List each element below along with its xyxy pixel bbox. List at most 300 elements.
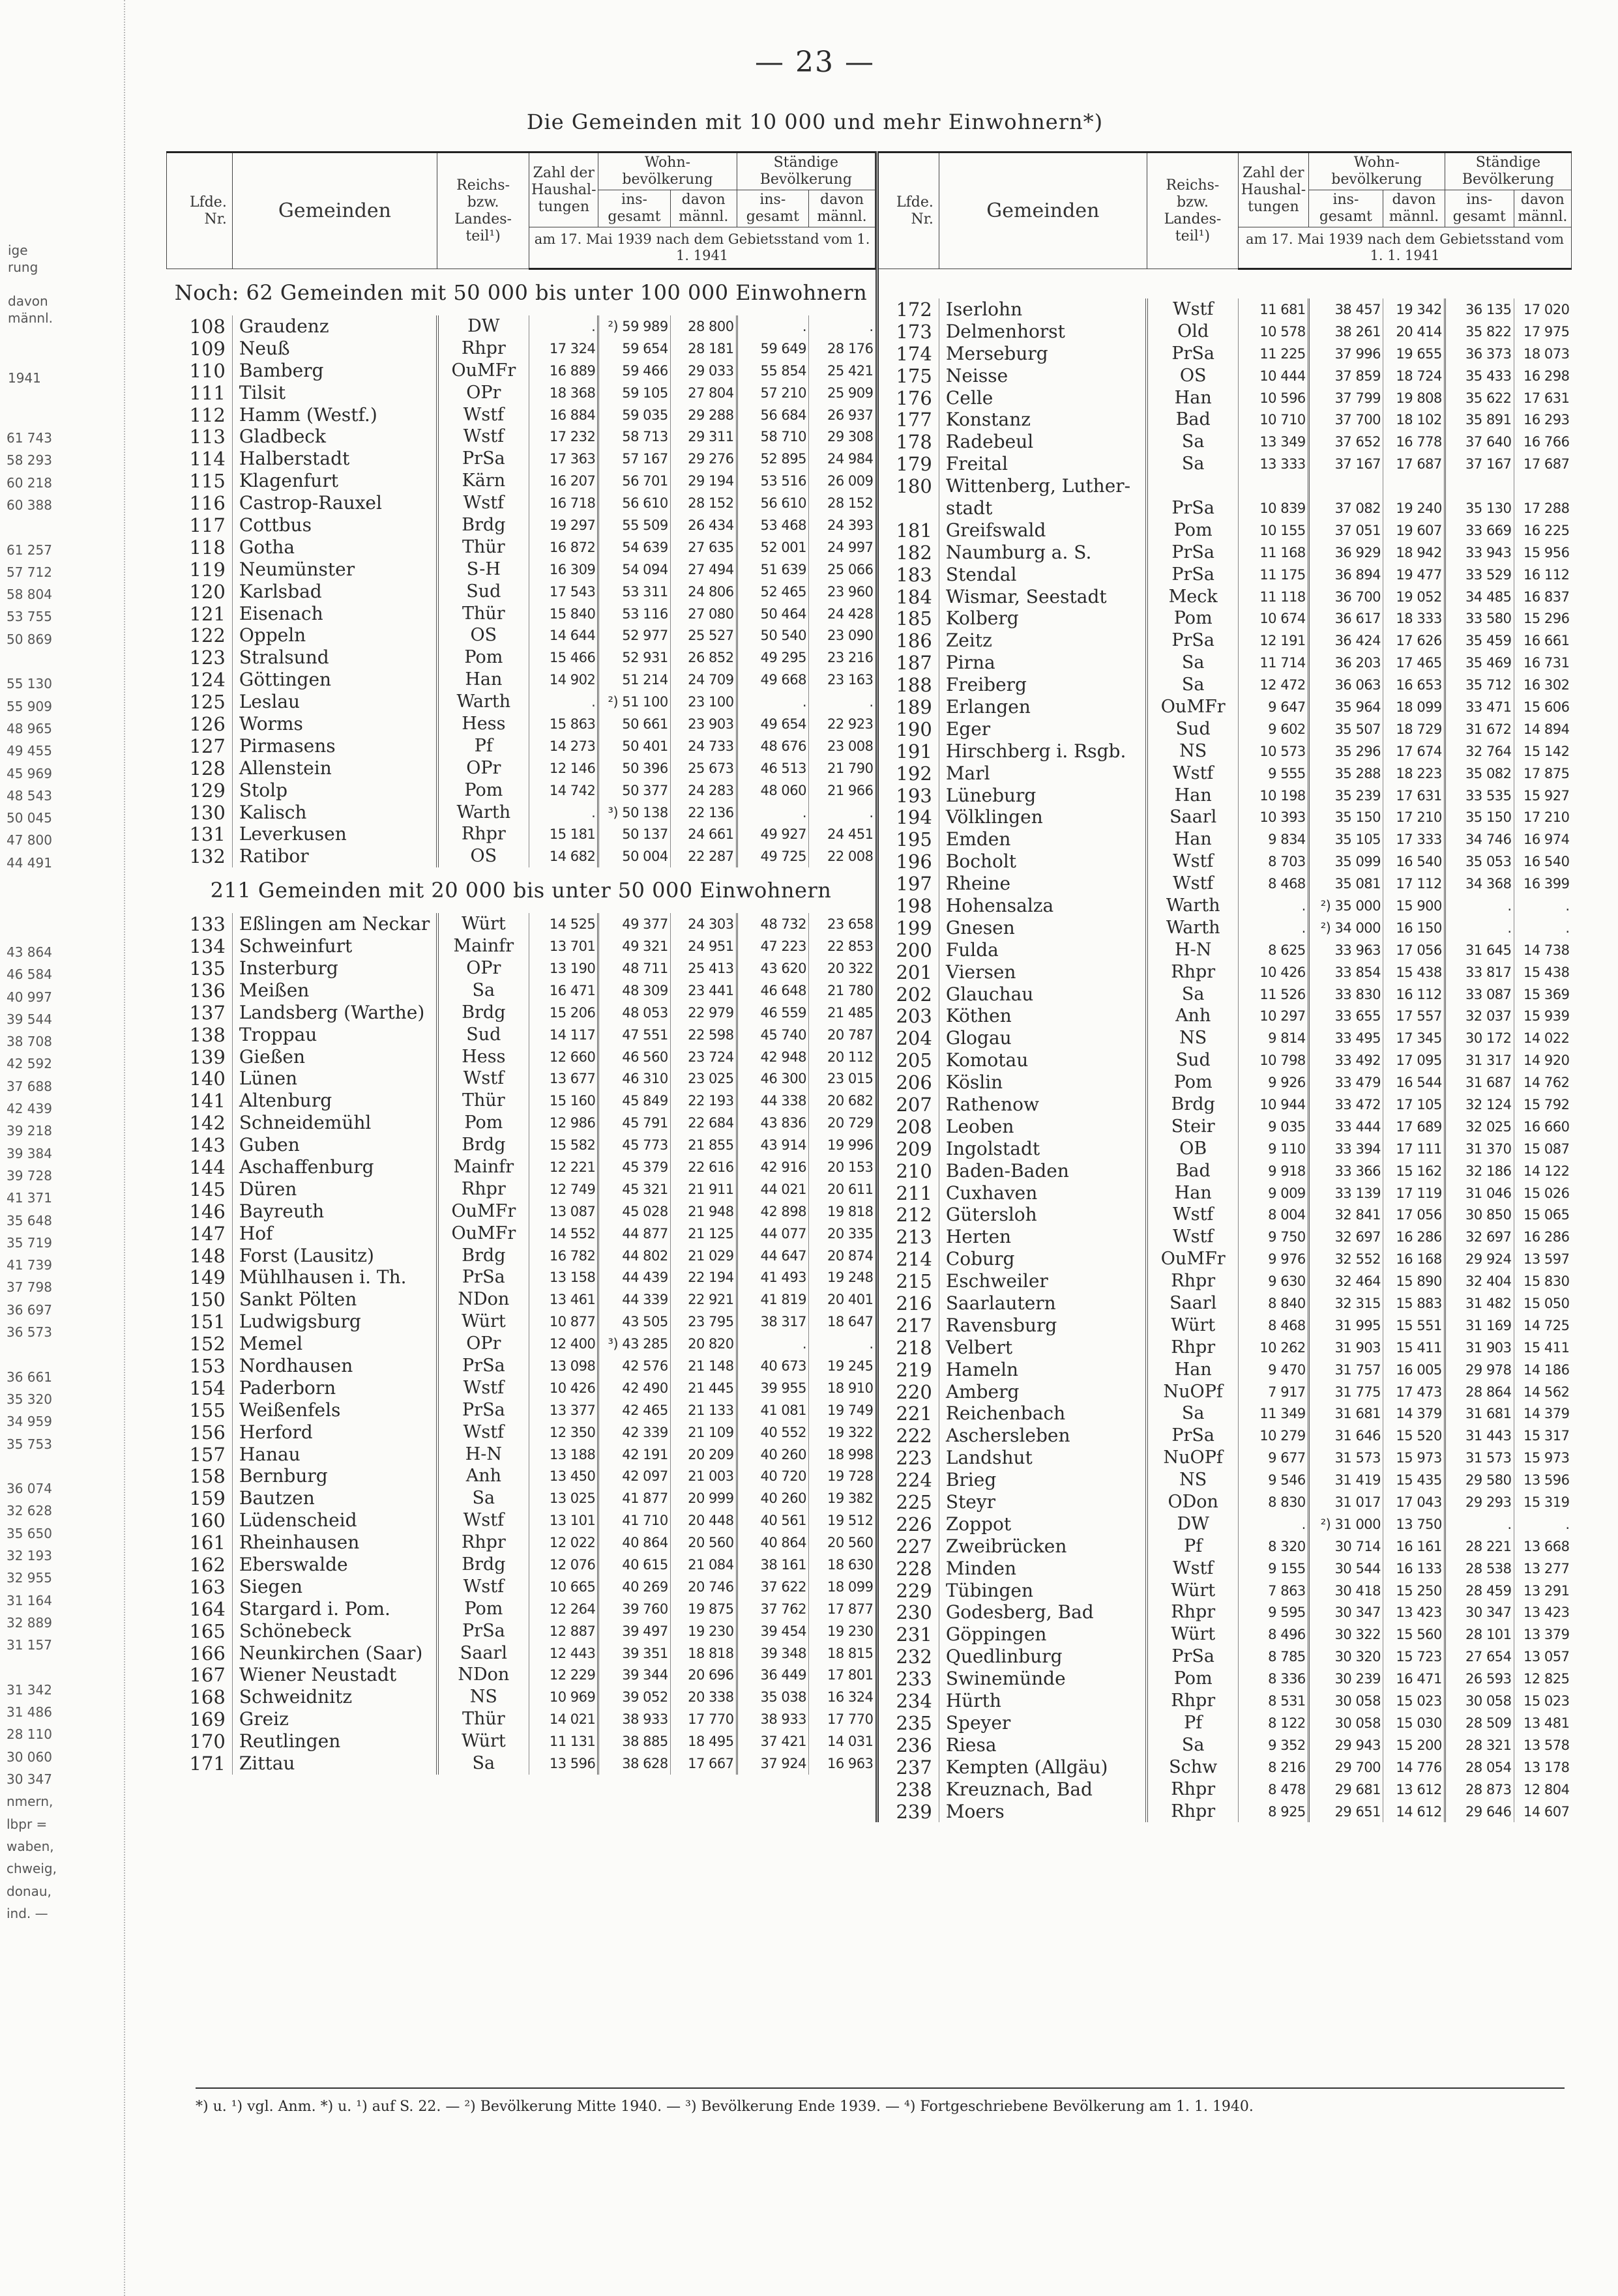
permanent-male: 26 009 bbox=[809, 470, 875, 492]
resident-male: 19 808 bbox=[1383, 387, 1445, 409]
resident-male: 29 194 bbox=[670, 470, 737, 492]
table-row bbox=[877, 1425, 1572, 1447]
municipality-name: Hanau bbox=[232, 1444, 437, 1466]
permanent-male: 23 015 bbox=[809, 1068, 875, 1090]
households: 7 863 bbox=[1239, 1580, 1309, 1602]
table-row bbox=[877, 1690, 1572, 1712]
municipality-name: Eschweiler bbox=[939, 1270, 1147, 1292]
permanent-total: 49 927 bbox=[737, 823, 808, 845]
municipality-name: Leoben bbox=[939, 1116, 1147, 1138]
permanent-male: 13 291 bbox=[1514, 1580, 1571, 1602]
table-row bbox=[167, 581, 875, 603]
permanent-total: 33 535 bbox=[1445, 785, 1514, 807]
resident-total: 45 773 bbox=[598, 1134, 670, 1156]
resident-male: 15 900 bbox=[1383, 895, 1445, 917]
permanent-total: 33 817 bbox=[1445, 961, 1514, 983]
resident-male: 17 095 bbox=[1383, 1049, 1445, 1071]
resident-total: 30 347 bbox=[1308, 1602, 1383, 1624]
municipality-name: Rathenow bbox=[939, 1094, 1147, 1116]
permanent-total: . bbox=[1445, 1513, 1514, 1535]
margin-year: 1941 bbox=[8, 370, 41, 386]
table-row bbox=[167, 514, 875, 536]
resident-total: ³) 43 285 bbox=[598, 1333, 670, 1355]
table-row bbox=[877, 343, 1572, 365]
permanent-male: 26 937 bbox=[809, 404, 875, 426]
margin-value: 35 650 bbox=[7, 1525, 52, 1541]
permanent-total: 41 493 bbox=[737, 1267, 808, 1289]
households: 12 350 bbox=[529, 1421, 598, 1444]
region-code: H-N bbox=[1147, 939, 1238, 961]
municipality-name: Düren bbox=[232, 1178, 437, 1200]
row-number: 130 bbox=[189, 801, 226, 824]
region-code: S-H bbox=[437, 559, 529, 581]
resident-total: 54 639 bbox=[598, 536, 670, 559]
permanent-male: 24 428 bbox=[809, 603, 875, 625]
region-code: Rhpr bbox=[437, 338, 529, 360]
resident-total: 33 495 bbox=[1308, 1027, 1383, 1049]
margin-value: 31 342 bbox=[7, 1681, 52, 1698]
region-code: Sa bbox=[437, 980, 529, 1002]
permanent-total: 34 368 bbox=[1445, 873, 1514, 895]
permanent-male: 29 308 bbox=[809, 426, 875, 448]
region-code: PrSa bbox=[1147, 630, 1238, 652]
households: 10 444 bbox=[1239, 365, 1309, 387]
region-code: NS bbox=[1147, 1027, 1238, 1049]
row-number: 139 bbox=[189, 1045, 226, 1068]
resident-total: 44 439 bbox=[598, 1267, 670, 1289]
municipality-name: Herford bbox=[232, 1421, 437, 1444]
region-code: Wstf bbox=[437, 492, 529, 514]
households: 13 025 bbox=[529, 1487, 598, 1509]
permanent-male: 16 399 bbox=[1514, 873, 1571, 895]
permanent-male: 19 512 bbox=[809, 1509, 875, 1532]
permanent-total: 32 764 bbox=[1445, 740, 1514, 763]
resident-total: 36 203 bbox=[1308, 652, 1383, 674]
region-code: Han bbox=[1147, 785, 1238, 807]
municipality-name: Lünen bbox=[232, 1068, 437, 1090]
households: 8 004 bbox=[1239, 1204, 1309, 1227]
municipality-name: Rheine bbox=[939, 873, 1147, 895]
permanent-total: 57 210 bbox=[737, 382, 808, 404]
row-number: 175 bbox=[896, 364, 932, 387]
resident-total: 50 377 bbox=[598, 779, 670, 802]
permanent-male: 19 728 bbox=[809, 1466, 875, 1488]
region-code: Wstf bbox=[1147, 763, 1238, 785]
table-row bbox=[167, 404, 875, 426]
header-wohnbevoelkerung: Wohn- bevölkerung bbox=[1308, 153, 1445, 190]
resident-male: 22 616 bbox=[670, 1156, 737, 1178]
municipality-name: Sankt Pölten bbox=[232, 1288, 437, 1311]
row-number: 225 bbox=[896, 1491, 932, 1513]
region-code: Wstf bbox=[437, 1576, 529, 1598]
table-row bbox=[877, 298, 1572, 321]
table-row bbox=[167, 1200, 875, 1223]
table-row bbox=[167, 779, 875, 802]
row-number: 135 bbox=[189, 957, 226, 980]
municipality-name: Reichenbach bbox=[939, 1403, 1147, 1425]
row-number: 235 bbox=[896, 1712, 932, 1734]
resident-total: 30 320 bbox=[1308, 1646, 1383, 1668]
permanent-total: 33 943 bbox=[1445, 542, 1514, 564]
resident-male: 15 200 bbox=[1383, 1734, 1445, 1756]
municipality-name: Freiberg bbox=[939, 674, 1147, 696]
resident-male: 17 631 bbox=[1383, 785, 1445, 807]
resident-male: 28 800 bbox=[670, 315, 737, 338]
region-code: NDon bbox=[437, 1664, 529, 1687]
table-row bbox=[877, 785, 1572, 807]
resident-total: 29 681 bbox=[1308, 1779, 1383, 1801]
resident-total: 30 239 bbox=[1308, 1668, 1383, 1690]
resident-male: 15 883 bbox=[1383, 1292, 1445, 1315]
municipality-name: Neuß bbox=[232, 338, 437, 360]
row-number: 162 bbox=[189, 1554, 226, 1576]
permanent-male: 12 804 bbox=[1514, 1779, 1571, 1801]
row-number: 204 bbox=[896, 1027, 932, 1050]
row-number: 129 bbox=[189, 779, 226, 802]
municipality-name: Coburg bbox=[939, 1248, 1147, 1270]
permanent-total: 37 924 bbox=[737, 1752, 808, 1775]
households: 10 198 bbox=[1239, 785, 1309, 807]
permanent-male: 19 382 bbox=[809, 1487, 875, 1509]
municipality-name: Stargard i. Pom. bbox=[232, 1598, 437, 1620]
households: 13 701 bbox=[529, 935, 598, 957]
resident-total: ³) 50 138 bbox=[598, 802, 670, 824]
permanent-total: 56 610 bbox=[737, 492, 808, 514]
households: 9 602 bbox=[1239, 718, 1309, 740]
households: 11 225 bbox=[1239, 343, 1309, 365]
table-row bbox=[167, 1554, 875, 1576]
households: 9 976 bbox=[1239, 1248, 1309, 1270]
margin-value: 37 688 bbox=[7, 1078, 52, 1094]
margin-value: 32 193 bbox=[7, 1548, 52, 1563]
region-code: Han bbox=[437, 669, 529, 691]
resident-male: 27 804 bbox=[670, 382, 737, 404]
region-code: OuMFr bbox=[437, 1223, 529, 1245]
table-row bbox=[167, 647, 875, 669]
permanent-male: 23 008 bbox=[809, 735, 875, 757]
table-row bbox=[877, 630, 1572, 652]
table-row bbox=[167, 802, 875, 824]
row-number: 230 bbox=[896, 1601, 932, 1624]
header-haushaltungen: Zahl der Haushal- tungen bbox=[1239, 153, 1309, 227]
permanent-total: 31 482 bbox=[1445, 1292, 1514, 1315]
permanent-male: . bbox=[1514, 1513, 1571, 1535]
households: 9 814 bbox=[1239, 1027, 1309, 1049]
resident-male: 19 655 bbox=[1383, 343, 1445, 365]
table-row bbox=[167, 1311, 875, 1333]
row-number: 155 bbox=[189, 1399, 226, 1421]
municipality-name: Glauchau bbox=[939, 983, 1147, 1006]
row-number: 200 bbox=[896, 938, 932, 961]
households: 12 749 bbox=[529, 1178, 598, 1200]
permanent-male: 13 423 bbox=[1514, 1602, 1571, 1624]
resident-total: 36 424 bbox=[1308, 630, 1383, 652]
row-number: 180 bbox=[896, 475, 932, 498]
row-number: 109 bbox=[189, 337, 226, 360]
table-row bbox=[877, 740, 1572, 763]
resident-male: 22 598 bbox=[670, 1024, 737, 1046]
region-code: Pom bbox=[437, 779, 529, 802]
region-code: OuMFr bbox=[437, 360, 529, 382]
households: 10 969 bbox=[529, 1686, 598, 1708]
table-row bbox=[167, 935, 875, 957]
permanent-total: 35 150 bbox=[1445, 806, 1514, 828]
resident-total: 41 710 bbox=[598, 1509, 670, 1532]
permanent-male: 13 178 bbox=[1514, 1756, 1571, 1779]
resident-total: 59 035 bbox=[598, 404, 670, 426]
resident-male: 18 102 bbox=[1383, 409, 1445, 431]
permanent-male: 14 725 bbox=[1514, 1315, 1571, 1337]
permanent-male: 16 540 bbox=[1514, 850, 1571, 873]
margin-value: nmern, bbox=[7, 1794, 53, 1810]
resident-male: 17 105 bbox=[1383, 1094, 1445, 1116]
permanent-male: 15 973 bbox=[1514, 1447, 1571, 1469]
resident-total: 37 051 bbox=[1308, 519, 1383, 542]
permanent-male: 12 825 bbox=[1514, 1668, 1571, 1690]
margin-value: donau, bbox=[7, 1883, 51, 1899]
resident-male: 23 903 bbox=[670, 713, 737, 735]
row-number: 115 bbox=[189, 470, 226, 493]
municipality-name: Gladbeck bbox=[232, 426, 437, 448]
table-row bbox=[877, 1623, 1572, 1646]
households: 9 555 bbox=[1239, 763, 1309, 785]
municipality-name: Forst (Lausitz) bbox=[232, 1245, 437, 1267]
permanent-male: 17 975 bbox=[1514, 321, 1571, 343]
table-row bbox=[877, 365, 1572, 387]
row-number: 151 bbox=[189, 1311, 226, 1333]
municipality-name: Schweinfurt bbox=[232, 935, 437, 957]
households: 15 863 bbox=[529, 713, 598, 735]
region-code: Sa bbox=[437, 1752, 529, 1775]
households: 13 333 bbox=[1239, 453, 1309, 475]
resident-male: 28 152 bbox=[670, 492, 737, 514]
permanent-male: . bbox=[809, 691, 875, 713]
table-row bbox=[167, 559, 875, 581]
permanent-male: 18 073 bbox=[1514, 343, 1571, 365]
municipality-name: Rheinhausen bbox=[232, 1532, 437, 1554]
municipality-name: Wiener Neustadt bbox=[232, 1664, 437, 1687]
resident-total: 41 877 bbox=[598, 1487, 670, 1509]
table-row bbox=[877, 1491, 1572, 1513]
row-number: 128 bbox=[189, 757, 226, 779]
table-row bbox=[877, 917, 1572, 939]
table-row bbox=[167, 980, 875, 1002]
municipality-name: Halberstadt bbox=[232, 448, 437, 470]
margin-value: 46 584 bbox=[7, 966, 52, 983]
region-code: Old bbox=[1147, 321, 1238, 343]
row-number: 208 bbox=[896, 1115, 932, 1138]
households: 17 232 bbox=[529, 426, 598, 448]
permanent-total: 49 654 bbox=[737, 713, 808, 735]
resident-male: 17 465 bbox=[1383, 652, 1445, 674]
households: 10 279 bbox=[1239, 1425, 1309, 1447]
municipality-name: Marl bbox=[939, 763, 1147, 785]
permanent-total: 35 130 bbox=[1445, 497, 1514, 519]
permanent-male: 24 451 bbox=[809, 823, 875, 845]
row-number: 120 bbox=[189, 580, 226, 603]
households: 9 926 bbox=[1239, 1071, 1309, 1094]
municipality-name: Eisenach bbox=[232, 603, 437, 625]
table-row bbox=[877, 1160, 1572, 1182]
resident-total: 31 995 bbox=[1308, 1315, 1383, 1337]
row-number: 166 bbox=[189, 1642, 226, 1664]
region-code: Brdg bbox=[437, 514, 529, 536]
permanent-total: 35 459 bbox=[1445, 630, 1514, 652]
resident-male: 20 414 bbox=[1383, 321, 1445, 343]
table-row bbox=[167, 1642, 875, 1664]
row-number: 108 bbox=[189, 315, 226, 338]
resident-male: 24 661 bbox=[670, 823, 737, 845]
permanent-total: 41 081 bbox=[737, 1399, 808, 1421]
resident-total: 31 017 bbox=[1308, 1491, 1383, 1513]
permanent-male: 22 923 bbox=[809, 713, 875, 735]
table-row bbox=[877, 850, 1572, 873]
households: 15 466 bbox=[529, 647, 598, 669]
permanent-male: 17 687 bbox=[1514, 453, 1571, 475]
table-row bbox=[877, 1116, 1572, 1138]
permanent-male: 14 379 bbox=[1514, 1403, 1571, 1425]
resident-total: 56 610 bbox=[598, 492, 670, 514]
permanent-male: 14 562 bbox=[1514, 1381, 1571, 1403]
margin-value: 55 909 bbox=[7, 698, 52, 714]
margin-value: 53 755 bbox=[7, 609, 52, 625]
resident-male: 23 100 bbox=[670, 691, 737, 713]
table-row bbox=[877, 718, 1572, 740]
resident-male: 27 494 bbox=[670, 559, 737, 581]
permanent-male: 16 660 bbox=[1514, 1116, 1571, 1138]
resident-total: 57 167 bbox=[598, 448, 670, 470]
permanent-total: 35 053 bbox=[1445, 850, 1514, 873]
resident-total: 45 791 bbox=[598, 1112, 670, 1134]
page-heading: Die Gemeinden mit 10 000 und mehr Einwohnern*) bbox=[526, 109, 1104, 134]
region-code: Rhpr bbox=[1147, 1602, 1238, 1624]
households: 12 472 bbox=[1239, 674, 1309, 696]
header-gemeinden: Gemeinden bbox=[939, 153, 1147, 269]
table-row bbox=[167, 1664, 875, 1687]
row-number: 119 bbox=[189, 558, 226, 581]
permanent-total: 44 021 bbox=[737, 1178, 808, 1200]
households: 11 168 bbox=[1239, 542, 1309, 564]
resident-male: 16 778 bbox=[1383, 431, 1445, 453]
resident-total: 33 492 bbox=[1308, 1049, 1383, 1071]
permanent-male: 18 998 bbox=[809, 1444, 875, 1466]
permanent-male: 18 099 bbox=[809, 1576, 875, 1598]
resident-male: 24 303 bbox=[670, 913, 737, 935]
permanent-total: 36 449 bbox=[737, 1664, 808, 1687]
region-code: PrSa bbox=[437, 1399, 529, 1421]
permanent-male: 16 225 bbox=[1514, 519, 1571, 542]
municipality-name: Gütersloh bbox=[939, 1204, 1147, 1227]
table-row bbox=[877, 475, 1572, 497]
region-code: Warth bbox=[437, 691, 529, 713]
households: 12 660 bbox=[529, 1046, 598, 1068]
municipality-name: Bamberg bbox=[232, 360, 437, 382]
region-code: NS bbox=[1147, 740, 1238, 763]
permanent-male: . bbox=[809, 1333, 875, 1355]
resident-total: 42 465 bbox=[598, 1399, 670, 1421]
resident-total: 33 830 bbox=[1308, 983, 1383, 1006]
header-wohnbevoelkerung: Wohn- bevölkerung bbox=[598, 153, 737, 190]
row-number: 116 bbox=[189, 492, 226, 515]
table-row bbox=[167, 1267, 875, 1289]
row-number: 195 bbox=[896, 828, 932, 851]
region-code: Wstf bbox=[1147, 1558, 1238, 1580]
municipality-name: Leverkusen bbox=[232, 823, 437, 845]
permanent-total: 48 732 bbox=[737, 913, 808, 935]
section-heading-noch: Noch: 62 Gemeinden mit 50 000 bis unter 100 000 Einwohnern bbox=[174, 280, 868, 305]
permanent-male: 15 319 bbox=[1514, 1491, 1571, 1513]
region-code: Pom bbox=[437, 1598, 529, 1620]
resident-male: 17 687 bbox=[1383, 453, 1445, 475]
region-code: Würt bbox=[1147, 1580, 1238, 1602]
permanent-total: 37 640 bbox=[1445, 431, 1514, 453]
region-code: PrSa bbox=[437, 1355, 529, 1377]
households: 8 625 bbox=[1239, 939, 1309, 961]
table-row bbox=[167, 957, 875, 980]
table-row bbox=[877, 1182, 1572, 1204]
row-number: 218 bbox=[896, 1336, 932, 1359]
region-code: Thür bbox=[437, 1708, 529, 1730]
margin-value: 40 997 bbox=[7, 989, 52, 1005]
region-code: Anh bbox=[437, 1466, 529, 1488]
households: 9 918 bbox=[1239, 1160, 1309, 1182]
municipality-name: Kreuznach, Bad bbox=[939, 1779, 1147, 1801]
margin-value: 32 889 bbox=[7, 1614, 52, 1631]
resident-total: 50 396 bbox=[598, 757, 670, 779]
region-code: Sud bbox=[1147, 718, 1238, 740]
municipality-name: Kalisch bbox=[232, 802, 437, 824]
region-code: Anh bbox=[1147, 1006, 1238, 1028]
table-row bbox=[167, 603, 875, 625]
margin-value: 30 347 bbox=[7, 1771, 52, 1787]
region-code: OS bbox=[1147, 365, 1238, 387]
region-code: PrSa bbox=[437, 448, 529, 470]
households: 17 543 bbox=[529, 581, 598, 603]
permanent-male: 16 837 bbox=[1514, 586, 1571, 608]
resident-male: 22 193 bbox=[670, 1090, 737, 1112]
permanent-male: 17 020 bbox=[1514, 298, 1571, 321]
table-row bbox=[877, 1469, 1572, 1491]
households: 16 309 bbox=[529, 559, 598, 581]
region-code: Pom bbox=[437, 647, 529, 669]
municipality-name: Köthen bbox=[939, 1006, 1147, 1028]
households: 15 181 bbox=[529, 823, 598, 845]
row-number: 183 bbox=[896, 563, 932, 586]
row-number: 149 bbox=[189, 1266, 226, 1289]
municipality-name: Ravensburg bbox=[939, 1315, 1147, 1337]
row-number: 152 bbox=[189, 1333, 226, 1356]
households: 14 902 bbox=[529, 669, 598, 691]
resident-male: 16 150 bbox=[1383, 917, 1445, 939]
municipality-name: Gießen bbox=[232, 1046, 437, 1068]
table-row bbox=[167, 1576, 875, 1598]
municipality-name: Siegen bbox=[232, 1576, 437, 1598]
table-row bbox=[167, 713, 875, 735]
region-code: PrSa bbox=[1147, 542, 1238, 564]
permanent-total: 35 038 bbox=[737, 1686, 808, 1708]
permanent-male: 15 830 bbox=[1514, 1270, 1571, 1292]
table-row bbox=[877, 1049, 1572, 1071]
table-row bbox=[167, 1730, 875, 1752]
resident-total: 50 401 bbox=[598, 735, 670, 757]
table-row bbox=[877, 806, 1572, 828]
municipality-name: Oppeln bbox=[232, 624, 437, 647]
region-code: Sud bbox=[1147, 1049, 1238, 1071]
municipality-name: Zoppot bbox=[939, 1513, 1147, 1535]
municipality-name: Troppau bbox=[232, 1024, 437, 1046]
table-row bbox=[877, 1801, 1572, 1823]
region-code: Han bbox=[1147, 828, 1238, 850]
